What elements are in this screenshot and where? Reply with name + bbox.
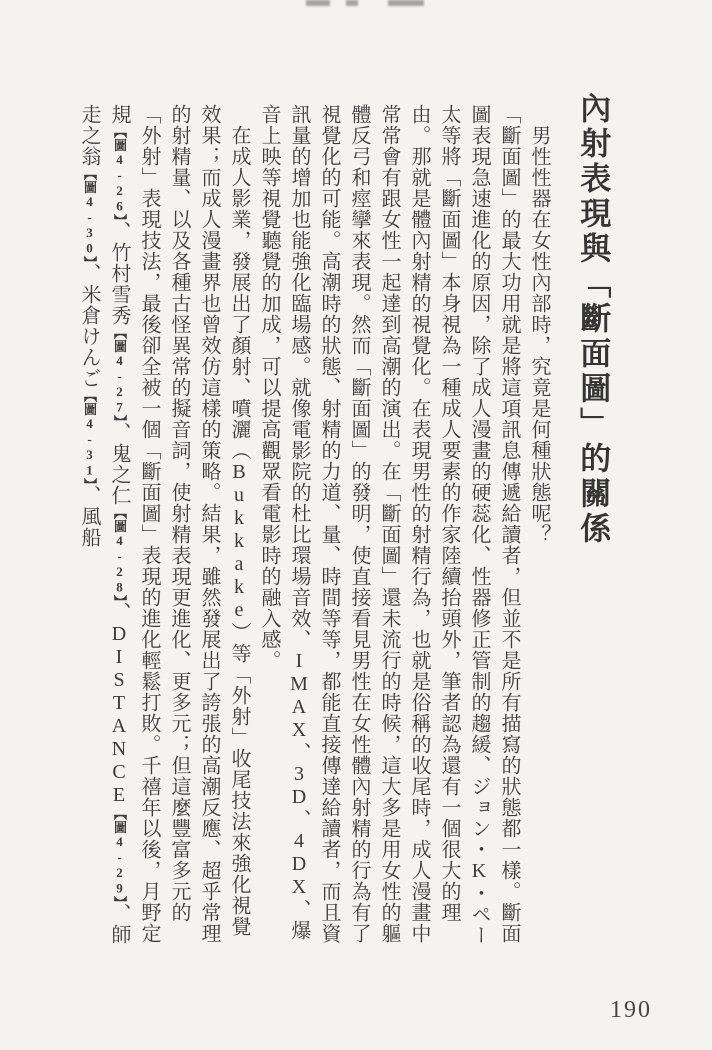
paragraph [524, 104, 554, 946]
body-text: 、風船 [78, 485, 100, 548]
body-text: 、竹村雪秀 [108, 221, 130, 326]
page-number: 190 [610, 997, 652, 1023]
paragraph [74, 104, 254, 946]
body-text: 、鬼之仁 [108, 422, 130, 506]
figure-reference: 【圖4-26】 [112, 125, 127, 221]
header-fragment [306, 0, 330, 6]
body-text: 、師走之翁 [78, 104, 130, 945]
header-fragment [388, 0, 424, 6]
header-fragment [346, 0, 358, 6]
body-text-block [74, 104, 554, 946]
figure-reference: 【圖4-29】 [112, 807, 127, 903]
body-text: 、DISTANCE [108, 602, 130, 807]
figure-reference: 【圖4-27】 [112, 326, 127, 422]
figure-reference: 【圖4-31】 [82, 389, 97, 485]
cropped-header-artifact [300, 0, 440, 7]
chapter-title: 內射表現與「斷面圖」的關係 [575, 92, 611, 547]
body-text: 、米倉けんご [78, 263, 100, 389]
figure-reference: 【圖4-28】 [112, 506, 127, 602]
paragraph [254, 104, 524, 946]
figure-reference: 【圖4-30】 [82, 167, 97, 263]
body-text: 男性性器在女性內部時，究竟是何種狀態呢？ [528, 125, 550, 545]
body-text: 「斷面圖」的最大功用就是將這項訊息傳遞給讀者，但並不是所有描寫的狀態都一樣。斷面圖表現急速進化的原因，除了成人漫畫的硬蕊化、性器修正管制的趨緩、ジョン・K・ペー太等將「斷面圖」本身視為一種成人要素的作家陸續抬頭外，筆者認為還有一個很大的理由。那就是體內射精的視覺化。在表現男性的射精行為，也就是俗稱的收尾時，成人漫畫中常常會有跟女性一起達到高潮的演出。在「斷面圖」還未流行的時候，這大多是用女性的軀體反弓和痙攣來表現。然而「斷面圖」的發明，使直接看見男性在女性體內射精的行為有了視覺化的可能。高潮時的狀態、射精的力道、量、時間等等，都能直接傳達給讀者，而且資訊量的增加也能強化臨場感。就像電影院的杜比環場音效、IMAX、3D、4DX、爆音上映等視覺聽覺的加成，可以提高觀眾看電影時的融入感。 [258, 104, 520, 946]
body-text: 在成人影業，發展出了顏射、噴灑（Bukkake）等「外射」收尾技法來強化視覺效果；而成人漫畫界也曾效仿這樣的策略。結果，雖然發展出了誇張的高潮反應、超乎常理的射精量、以及各種古怪異常的擬音詞，使射精表現更進化、更多元；但這麼豐富多元的「外射」表現技法，最後卻全被一個「斷面圖」表現的進化輕鬆打敗。千禧年以後，月野定規 [108, 104, 250, 944]
